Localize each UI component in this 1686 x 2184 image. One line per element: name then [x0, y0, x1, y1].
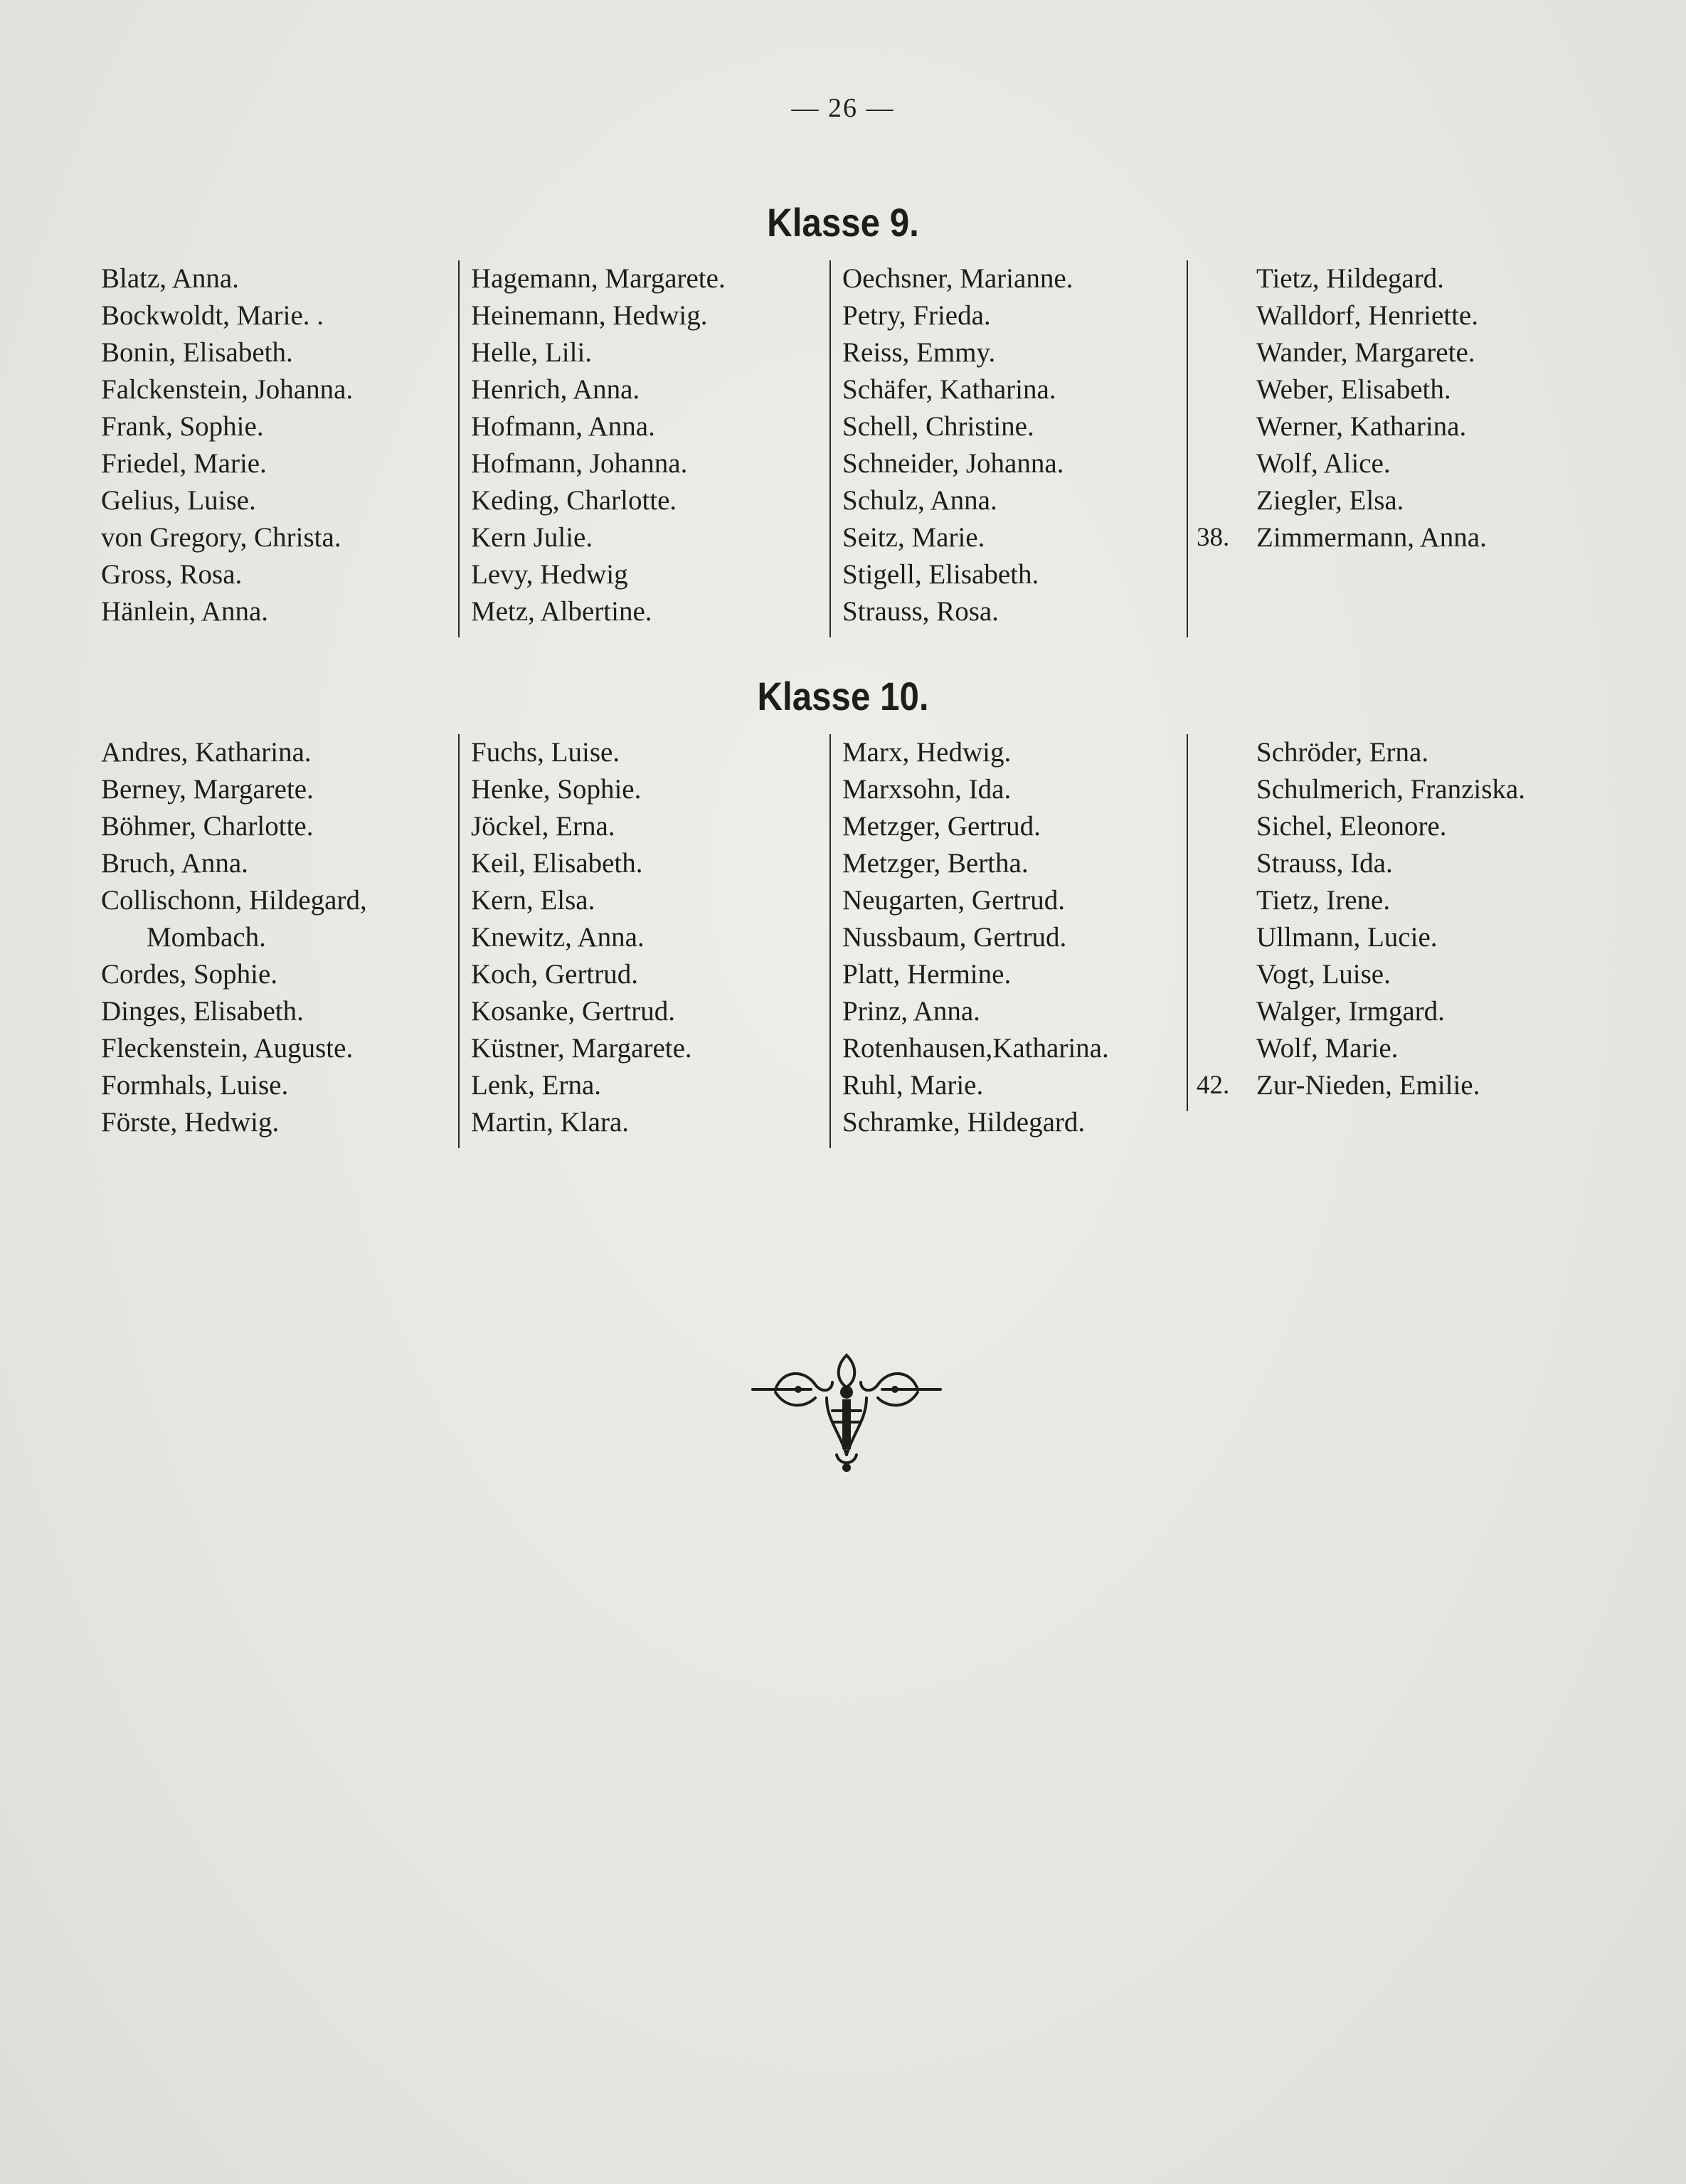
- list-item: Falckenstein, Johanna.: [101, 374, 354, 405]
- section-heading-klasse-9: Klasse 9.: [767, 200, 919, 245]
- list-item: Schneider, Johanna.: [842, 448, 1064, 479]
- name-column-4: [1256, 734, 1640, 1104]
- list-item: Gelius, Luise.: [101, 485, 256, 516]
- name-column-4: [1256, 260, 1626, 556]
- list-item: Gross, Rosa.: [101, 559, 243, 590]
- list-item: Berney, Margarete.: [101, 774, 314, 805]
- list-item: Bonin, Elisabeth.: [101, 337, 293, 368]
- name-column-1: [101, 260, 450, 630]
- list-item: Neugarten, Gertrud.: [842, 885, 1065, 916]
- list-item: Collischonn, Hildegard,: [101, 885, 367, 916]
- name-column-2: [458, 734, 834, 1148]
- list-item: Keil, Elisabeth.: [471, 848, 643, 879]
- list-item: Zimmermann, Anna.: [1256, 522, 1487, 553]
- list-item: Hagemann, Margarete.: [471, 263, 726, 294]
- list-item: Blatz, Anna.: [101, 263, 239, 294]
- list-item: Koch, Gertrud.: [471, 959, 639, 990]
- class-count: 42.: [1197, 1071, 1230, 1100]
- list-item: Wander, Margarete.: [1256, 337, 1475, 368]
- list-item: Nussbaum, Gertrud.: [842, 922, 1067, 953]
- list-item: Frank, Sophie.: [101, 411, 264, 442]
- list-item: Schulmerich, Franziska.: [1256, 774, 1525, 805]
- list-item: Stigell, Elisabeth.: [842, 559, 1039, 590]
- list-item: Levy, Hedwig: [471, 559, 628, 590]
- list-item: von Gregory, Christa.: [101, 522, 341, 553]
- list-item: Fuchs, Luise.: [471, 737, 620, 768]
- list-item: Schulz, Anna.: [842, 485, 997, 516]
- column-divider: [1187, 734, 1189, 1111]
- list-item: Martin, Klara.: [471, 1107, 630, 1138]
- list-item: Metzger, Bertha.: [842, 848, 1029, 879]
- list-item: Kosanke, Gertrud.: [471, 996, 675, 1027]
- list-item: Andres, Katharina.: [101, 737, 312, 768]
- list-item: Kern Julie.: [471, 522, 593, 553]
- list-item: Petry, Frieda.: [842, 300, 991, 331]
- list-item: Ullmann, Lucie.: [1256, 922, 1438, 953]
- list-item: Henke, Sophie.: [471, 774, 642, 805]
- list-item: Walger, Irmgard.: [1256, 996, 1445, 1027]
- list-item: Schramke, Hildegard.: [842, 1107, 1086, 1138]
- list-item: Reiss, Emmy.: [842, 337, 996, 368]
- list-item: Jöckel, Erna.: [471, 811, 615, 842]
- list-item: Förste, Hedwig.: [101, 1107, 280, 1138]
- list-item: Böhmer, Charlotte.: [101, 811, 314, 842]
- list-item: Lenk, Erna.: [471, 1070, 602, 1101]
- list-item: Rotenhausen,Katharina.: [842, 1033, 1109, 1064]
- list-item: Henrich, Anna.: [471, 374, 640, 405]
- list-item: Friedel, Marie.: [101, 448, 267, 479]
- list-item: Hofmann, Johanna.: [471, 448, 688, 479]
- list-item: Prinz, Anna.: [842, 996, 980, 1027]
- list-item: Hänlein, Anna.: [101, 596, 269, 627]
- list-item: Hofmann, Anna.: [471, 411, 655, 442]
- list-item: Werner, Katharina.: [1256, 411, 1467, 442]
- list-item: Metzger, Gertrud.: [842, 811, 1041, 842]
- list-item: Vogt, Luise.: [1256, 959, 1391, 990]
- ornament-icon: [747, 1348, 946, 1476]
- list-item: Tietz, Irene.: [1256, 885, 1391, 916]
- page-number: — 26 —: [791, 93, 895, 123]
- list-item: Schröder, Erna.: [1256, 737, 1429, 768]
- list-item: Keding, Charlotte.: [471, 485, 677, 516]
- list-item: Schell, Christine.: [842, 411, 1034, 442]
- list-item: Ziegler, Elsa.: [1256, 485, 1404, 516]
- list-item: Marx, Hedwig.: [842, 737, 1012, 768]
- list-item: Zur-Nieden, Emilie.: [1256, 1070, 1480, 1101]
- column-divider: [1187, 260, 1189, 637]
- list-item: Platt, Hermine.: [842, 959, 1012, 990]
- list-item: Helle, Lili.: [471, 337, 593, 368]
- list-item: Heinemann, Hedwig.: [471, 300, 708, 331]
- list-item: Seitz, Marie.: [842, 522, 985, 553]
- list-item: Strauss, Ida.: [1256, 848, 1393, 879]
- list-item: Oechsner, Marianne.: [842, 263, 1073, 294]
- list-item: Walldorf, Henriette.: [1256, 300, 1478, 331]
- class-count: 38.: [1197, 523, 1230, 552]
- list-item: Sichel, Eleonore.: [1256, 811, 1447, 842]
- list-item: Schäfer, Katharina.: [842, 374, 1056, 405]
- list-item: Wolf, Marie.: [1256, 1033, 1399, 1064]
- list-item: Fleckenstein, Auguste.: [101, 1033, 354, 1064]
- list-item: Bockwoldt, Marie. .: [101, 300, 324, 331]
- name-column-1: [101, 734, 450, 1141]
- list-item: Kern, Elsa.: [471, 885, 595, 916]
- list-item: Mombach.: [147, 922, 266, 953]
- name-column-3: [829, 260, 1191, 637]
- name-column-2: [458, 260, 834, 637]
- list-item: Wolf, Alice.: [1256, 448, 1391, 479]
- list-item: Strauss, Rosa.: [842, 596, 999, 627]
- list-item: Dinges, Elisabeth.: [101, 996, 304, 1027]
- list-item: Küstner, Margarete.: [471, 1033, 692, 1064]
- name-column-3: [829, 734, 1198, 1148]
- list-item: Bruch, Anna.: [101, 848, 248, 879]
- list-item: Metz, Albertine.: [471, 596, 652, 627]
- list-item: Cordes, Sophie.: [101, 959, 278, 990]
- list-item: Formhals, Luise.: [101, 1070, 289, 1101]
- section-heading-klasse-10: Klasse 10.: [757, 674, 929, 719]
- list-item: Ruhl, Marie.: [842, 1070, 984, 1101]
- list-item: Weber, Elisabeth.: [1256, 374, 1451, 405]
- list-item: Knewitz, Anna.: [471, 922, 645, 953]
- list-item: Marxsohn, Ida.: [842, 774, 1012, 805]
- list-item: Tietz, Hildegard.: [1256, 263, 1444, 294]
